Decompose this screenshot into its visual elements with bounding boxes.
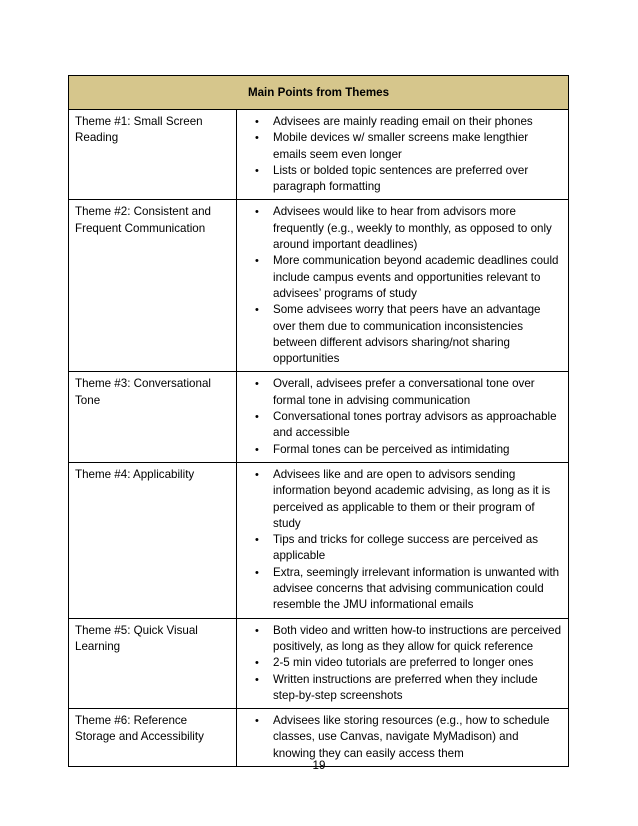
table-body	[69, 110, 569, 767]
bullet-icon: •	[255, 304, 259, 317]
table-row	[69, 110, 569, 200]
theme-cell: Theme #3: Conversational Tone	[69, 372, 237, 462]
list-item	[237, 302, 562, 367]
points-list	[237, 376, 562, 457]
point-text: 2-5 min video tutorials are preferred to longer ones	[273, 656, 534, 670]
bullet-icon: •	[255, 566, 259, 579]
point-text: Mobile devices w/ smaller screens make lengthier emails seem even longer	[273, 131, 529, 161]
list-item	[237, 130, 562, 163]
bullet-icon: •	[255, 534, 259, 547]
list-item	[237, 565, 562, 614]
list-item	[237, 163, 562, 196]
point-text: Formal tones can be perceived as intimidating	[273, 442, 510, 456]
list-item	[237, 655, 562, 671]
list-item	[237, 376, 562, 409]
list-item	[237, 442, 562, 458]
theme-cell: Theme #5: Quick Visual Learning	[69, 618, 237, 708]
bullet-icon: •	[255, 411, 259, 424]
points-list	[237, 467, 562, 614]
list-item	[237, 253, 562, 302]
list-item	[237, 467, 562, 532]
point-text: Advisees are mainly reading email on their phones	[273, 115, 533, 128]
table-row	[69, 200, 569, 372]
point-text: Advisees like storing resources (e.g., how to schedule classes, use Canvas, navigate MyMadison) and knowing they can easily access them	[273, 714, 550, 760]
points-list	[237, 114, 562, 195]
bullet-icon: •	[255, 443, 259, 456]
list-item	[237, 114, 562, 130]
list-item	[237, 672, 562, 705]
theme-cell: Theme #1: Small Screen Reading	[69, 110, 237, 200]
bullet-icon: •	[255, 116, 259, 128]
point-text: Written instructions are preferred when they include step-by-step screenshots	[273, 672, 538, 702]
bullet-icon: •	[255, 468, 259, 481]
theme-cell: Theme #4: Applicability	[69, 462, 237, 618]
points-cell	[237, 709, 569, 767]
point-text: Some advisees worry that peers have an advantage over them due to communication inconsistencies between different advisors sharing/not sharing opportunities	[273, 303, 541, 366]
list-item	[237, 409, 562, 442]
list-item	[237, 532, 562, 565]
list-item	[237, 713, 562, 762]
theme-cell: Theme #2: Consistent and Frequent Communication	[69, 200, 237, 372]
points-list	[237, 713, 562, 762]
point-text: Advisees like and are open to advisors sending information beyond academic advising, as long as it is perceived as applicable to them or their program of study	[273, 467, 551, 530]
point-text: Tips and tricks for college success are perceived as applicable	[273, 533, 539, 563]
bullet-icon: •	[255, 206, 259, 219]
bullet-icon: •	[255, 164, 259, 177]
header-row	[69, 76, 569, 110]
page-number: 19	[312, 759, 326, 772]
bullet-icon: •	[255, 624, 259, 637]
bullet-icon: •	[255, 657, 259, 670]
theme-cell: Theme #6: Reference Storage and Accessibility	[69, 709, 237, 767]
points-list	[237, 623, 562, 704]
themes-table	[68, 75, 569, 767]
point-text: More communication beyond academic deadlines could include campus events and opportunities relevant to advisees’ programs of study	[273, 254, 559, 300]
points-cell	[237, 200, 569, 372]
points-cell	[237, 372, 569, 462]
table-row	[69, 618, 569, 708]
table-row	[69, 709, 569, 767]
points-cell	[237, 110, 569, 200]
bullet-icon: •	[255, 378, 259, 391]
bullet-icon: •	[255, 673, 259, 686]
point-text: Extra, seemingly irrelevant information is unwanted with advisee concerns that advising communication could resemble the JMU informational emails	[273, 565, 560, 612]
table-row	[69, 462, 569, 618]
points-cell	[237, 462, 569, 618]
bullet-icon: •	[255, 132, 259, 145]
bullet-icon: •	[255, 715, 259, 728]
point-text: Advisees would like to hear from advisors more frequently (e.g., weekly to monthly, as opposed to only around important deadlines)	[273, 205, 552, 252]
point-text: Conversational tones portray advisors as approachable and accessible	[273, 410, 557, 440]
bullet-icon: •	[255, 255, 259, 268]
points-cell	[237, 618, 569, 708]
list-item	[237, 204, 562, 253]
point-text: Overall, advisees prefer a conversational tone over formal tone in advising communication	[273, 377, 535, 407]
table-header: Main Points from Themes	[69, 76, 569, 110]
point-text: Lists or bolded topic sentences are preferred over paragraph formatting	[273, 163, 529, 194]
points-list	[237, 204, 562, 367]
list-item	[237, 623, 562, 656]
table-row	[69, 372, 569, 462]
point-text: Both video and written how-to instructions are perceived positively, as long as they allow for quick reference	[273, 623, 562, 653]
